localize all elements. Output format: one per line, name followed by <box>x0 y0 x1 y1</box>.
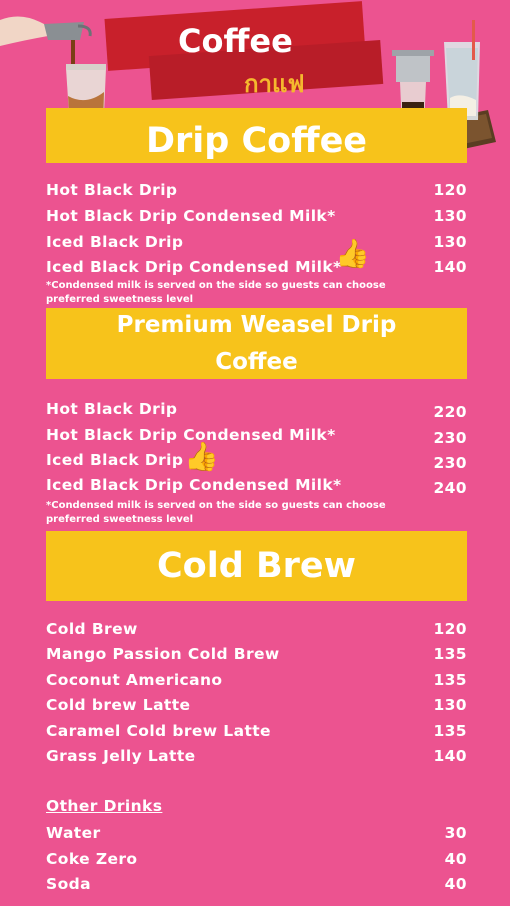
section-title-line2: Coffee <box>215 348 298 375</box>
item-price: 140 <box>433 258 467 276</box>
item-price: 220 <box>433 403 467 421</box>
item-price: 40 <box>444 850 467 868</box>
item-name: Iced Black Drip <box>46 451 184 469</box>
item-price: 240 <box>433 479 467 497</box>
thumbs-up-icon: 👍 <box>335 237 370 270</box>
item-name: Coke Zero <box>46 850 138 868</box>
menu-item <box>46 671 467 695</box>
section-title-line1: Premium Weasel Drip <box>116 311 397 338</box>
item-price: 230 <box>433 429 467 447</box>
item-price: 120 <box>433 620 467 638</box>
item-price: 40 <box>444 875 467 893</box>
item-name: Cold brew Latte <box>46 696 191 714</box>
item-name: Iced Black Drip Condensed Milk* <box>46 476 342 494</box>
menu-item <box>46 645 467 669</box>
item-name: Water <box>46 824 101 842</box>
menu-item <box>46 850 467 874</box>
item-name: Hot Black Drip Condensed Milk* <box>46 426 336 444</box>
item-name: Iced Black Drip Condensed Milk* <box>46 258 342 276</box>
item-name: Hot Black Drip Condensed Milk* <box>46 207 336 225</box>
item-name: Iced Black Drip <box>46 233 184 251</box>
menu-item <box>46 696 467 720</box>
item-price: 135 <box>433 671 467 689</box>
menu-item <box>46 233 467 257</box>
item-name: Coconut Americano <box>46 671 223 689</box>
menu-item <box>46 875 467 899</box>
item-name: Caramel Cold brew Latte <box>46 722 271 740</box>
menu-item <box>46 824 467 848</box>
condensed-milk-note: *Condensed milk is served on the side so guests can choose preferred sweetness level <box>46 280 386 305</box>
item-name: Soda <box>46 875 91 893</box>
menu-item <box>46 722 467 746</box>
section-header-drip-coffee: Drip Coffee <box>46 108 467 163</box>
menu-item <box>46 400 467 424</box>
item-price: 130 <box>433 207 467 225</box>
item-price: 30 <box>444 824 467 842</box>
thumbs-up-icon: 👍 <box>184 440 219 473</box>
item-name: Cold Brew <box>46 620 138 638</box>
menu-title: Coffee <box>178 22 293 60</box>
section-header-cold-brew: Cold Brew <box>46 531 467 601</box>
menu-item <box>46 451 467 475</box>
menu-item <box>46 207 467 231</box>
item-name: Grass Jelly Latte <box>46 747 196 765</box>
item-name: Hot Black Drip <box>46 181 178 199</box>
menu-item <box>46 476 467 500</box>
menu-item <box>46 426 467 450</box>
item-name: Hot Black Drip <box>46 400 178 418</box>
menu-item <box>46 181 467 205</box>
item-price: 135 <box>433 722 467 740</box>
section-header-other-drinks: Other Drinks <box>46 797 163 815</box>
item-price: 230 <box>433 454 467 472</box>
item-price: 140 <box>433 747 467 765</box>
item-price: 135 <box>433 645 467 663</box>
section-header-premium-weasel <box>46 308 467 379</box>
item-price: 130 <box>433 233 467 251</box>
menu-item <box>46 747 467 771</box>
item-price: 120 <box>433 181 467 199</box>
menu-item <box>46 620 467 644</box>
menu-subtitle-thai: กาแฟ <box>244 70 305 98</box>
item-price: 130 <box>433 696 467 714</box>
item-name: Mango Passion Cold Brew <box>46 645 280 663</box>
condensed-milk-note: *Condensed milk is served on the side so guests can choose preferred sweetness level <box>46 500 386 525</box>
